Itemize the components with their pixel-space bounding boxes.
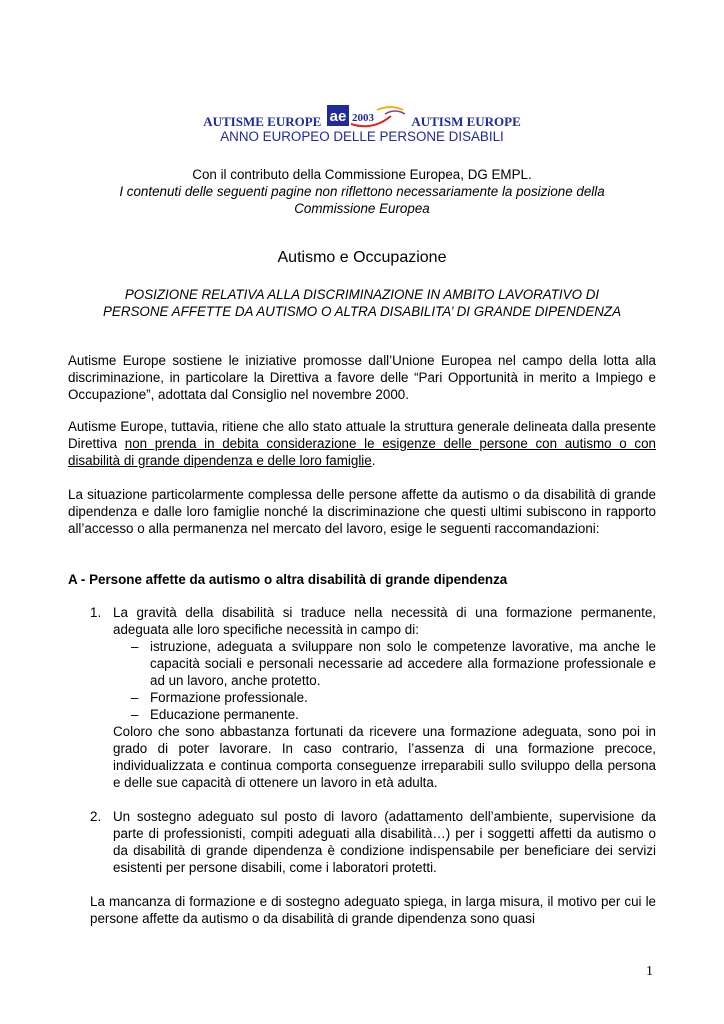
paragraph-1: Autisme Europe sostiene le iniziative promosse dall’Unione Europea nel campo della lotta alla discriminazione, in particolare la Direttiva a favore delle “Pari Opportunità in merito a Impiego e Occupazione”, adottata dal Consiglio nel novembre 2000. [68,353,656,402]
position-subtitle-line1: POSIZIONE RELATIVA ALLA DISCRIMINAZIONE IN AMBITO LAVORATIVO DI [124,287,600,302]
position-subtitle [68,286,656,320]
contribution-line3: Commissione Europea [294,201,430,216]
bullet-text: istruzione, adeguata a sviluppare non solo le competenze lavorative, ma anche le capacità sociali e personali necessarie ad accedere alla formazione professionale e ad un lavoro, anche protetto. [150,639,656,688]
list-item-1-intro: La gravità della disabilità si traduce nella necessità di una formazione permanente, adeguata alle loro specifiche necessità in campo di: [113,605,656,637]
paragraph-2-start: Autisme Europe, tuttavia, ritiene che allo stato attuale la struttura generale delineata dalla presente Direttiva [68,419,656,451]
svg-text:ae: ae [329,108,347,125]
bullet-text: Educazione permanente. [150,707,299,722]
list-item-1 [68,604,656,791]
dash-bullet-icon: – [131,707,139,722]
position-subtitle-line2: PERSONE AFFETTE DA AUTISMO O ALTRA DISABILITA’ DI GRANDE DIPENDENZA [102,304,622,319]
list-item-1-outro: Coloro che sono abbastanza fortunati da ricevere una formazione adeguata, sono poi in grado di poter lavorare. In caso contrario, l’assenza di una formazione precoce, individualizzata e continua comporta conseguenze irreparabili sullo sviluppo della persona e delle sue capacità di ottenere un lavoro in età adulta. [113,724,656,790]
contribution-line1: Con il contributo della Commissione Europea, DG EMPL. [192,167,532,182]
ae-2003-logo [325,104,407,130]
paragraph-2 [68,418,656,469]
contribution-line2: I contenuti delle seguenti pagine non riflettono necessariamente la posizione della [119,184,605,199]
list-item-2-number: 2. [90,809,102,824]
closing-paragraph: La mancanza di formazione e di sostegno adeguato spiega, in larga misura, il motivo per cui le persone affette da autismo o da disabilità di grande dipendenza sono quasi [90,894,656,926]
header-subtitle: ANNO EUROPEO DELLE PERSONE DISABILI [220,129,504,144]
section-a-heading: A - Persone affette da autismo o altra disabilità di grande dipendenza [68,572,508,587]
paragraph-2-underlined: non prenda in debita considerazione le esigenze delle persone con autismo o con disabilità di grande dipendenza e delle loro famiglie [68,436,656,468]
list-item-1-number: 1. [90,605,102,620]
bullet-item [113,638,656,689]
header-banner [0,104,724,130]
bullet-item [113,706,656,723]
bullet-item [113,689,656,706]
dash-bullet-icon: – [131,639,139,654]
logo-year: 2003 [352,112,375,124]
recommendation-list [68,604,656,927]
contribution-note [68,166,656,217]
page-number: 1 [646,964,653,979]
header-right-text: AUTISM EUROPE [411,114,521,129]
header-left-text: AUTISME EUROPE [203,114,322,129]
list-item-2 [68,808,656,876]
paragraph-3: La situazione particolarmente complessa delle persone affette da autismo o da disabilità di grande dipendenza e dalle loro famiglie nonché la discriminazione che questi ultimi subiscono in rapporto all’accesso o alla permanenza nel mercato del lavoro, esige le seguenti raccomandazioni: [68,487,656,536]
list-item-2-text: Un sostegno adeguato sul posto di lavoro (adattamento dell’ambiente, supervisione da parte di professionisti, compiti adeguati alla disabilità…) per i soggetti affetti da autismo o da disabilità di grande dipendenza è condizione indispensabile per beneficiare dei servizi esistenti per persone disabili, come i laboratori protetti. [113,809,656,875]
paragraph-2-end: . [371,453,376,468]
dash-bullet-icon: – [131,690,139,705]
document-title: Autismo e Occupazione [277,249,447,266]
bullet-text: Formazione professionale. [150,690,308,705]
